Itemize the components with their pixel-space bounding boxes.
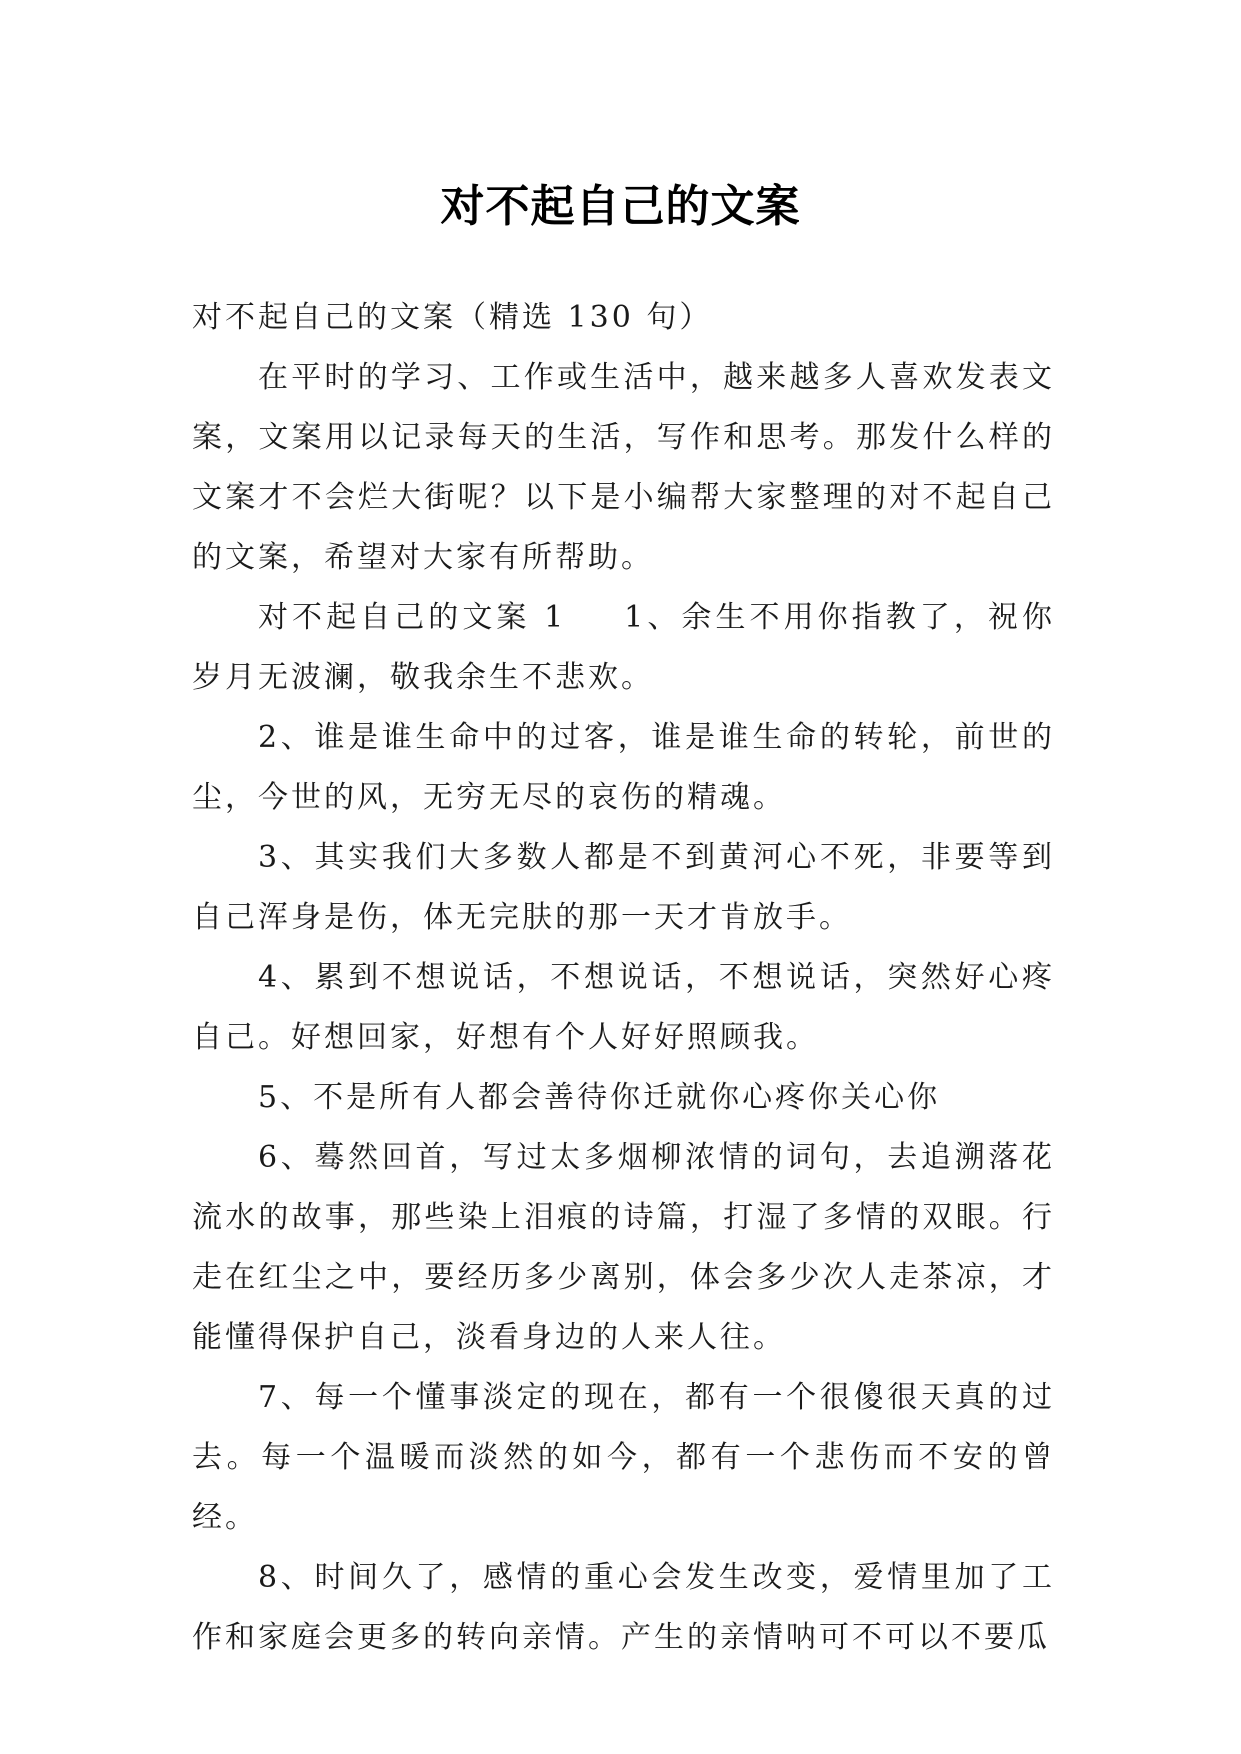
list-item: 6、蓦然回首，写过太多烟柳浓情的词句，去追溯落花流水的故事，那些染上泪痕的诗篇，打湿了多情的双眼。行走在红尘之中，要经历多少离别，体会多少次人走茶凉，才能懂得保护自己，淡看身边的人来人往。 (192, 1140, 1055, 1355)
list-item: 5、不是所有人都会善待你迁就你心疼你关心你 (258, 1080, 941, 1115)
list-item: 2、谁是谁生命中的过客，谁是谁生命的转轮，前世的尘，今世的风，无穷无尽的哀伤的精魂。 (192, 720, 1055, 815)
list-item: 1、余生不用你指教了，祝你岁月无波澜，敬我余生不悲欢。 (192, 600, 1055, 695)
intro-paragraph: 在平时的学习、工作或生活中，越来越多人喜欢发表文案，文案用以记录每天的生活，写作和思考。那发什么样的文案才不会烂大街呢？以下是小编帮大家整理的对不起自己的文案，希望对大家有所帮助。 (192, 360, 1055, 575)
list-item: 4、累到不想说话，不想说话，不想说话，突然好心疼自己。好想回家，好想有个人好好照顾我。 (192, 960, 1055, 1055)
document-title: 对不起自己的文案 (440, 181, 801, 233)
section-paragraph (192, 588, 1055, 708)
list-item: 7、每一个懂事淡定的现在，都有一个很傻很天真的过去。每一个温暖而淡然的如今，都有一个悲伤而不安的曾经。 (192, 1380, 1055, 1535)
list-item: 3、其实我们大多数人都是不到黄河心不死，非要等到自己浑身是伤，体无完肤的那一天才肯放手。 (192, 840, 1055, 935)
list-item: 8、时间久了，感情的重心会发生改变，爱情里加了工作和家庭会更多的转向亲情。产生的亲情呐可不可以不要瓜 (192, 1560, 1055, 1655)
document-subtitle: 对不起自己的文案（精选 130 句） (192, 300, 713, 335)
section-heading: 对不起自己的文案 1 (258, 600, 567, 635)
document-body (192, 288, 1055, 1668)
